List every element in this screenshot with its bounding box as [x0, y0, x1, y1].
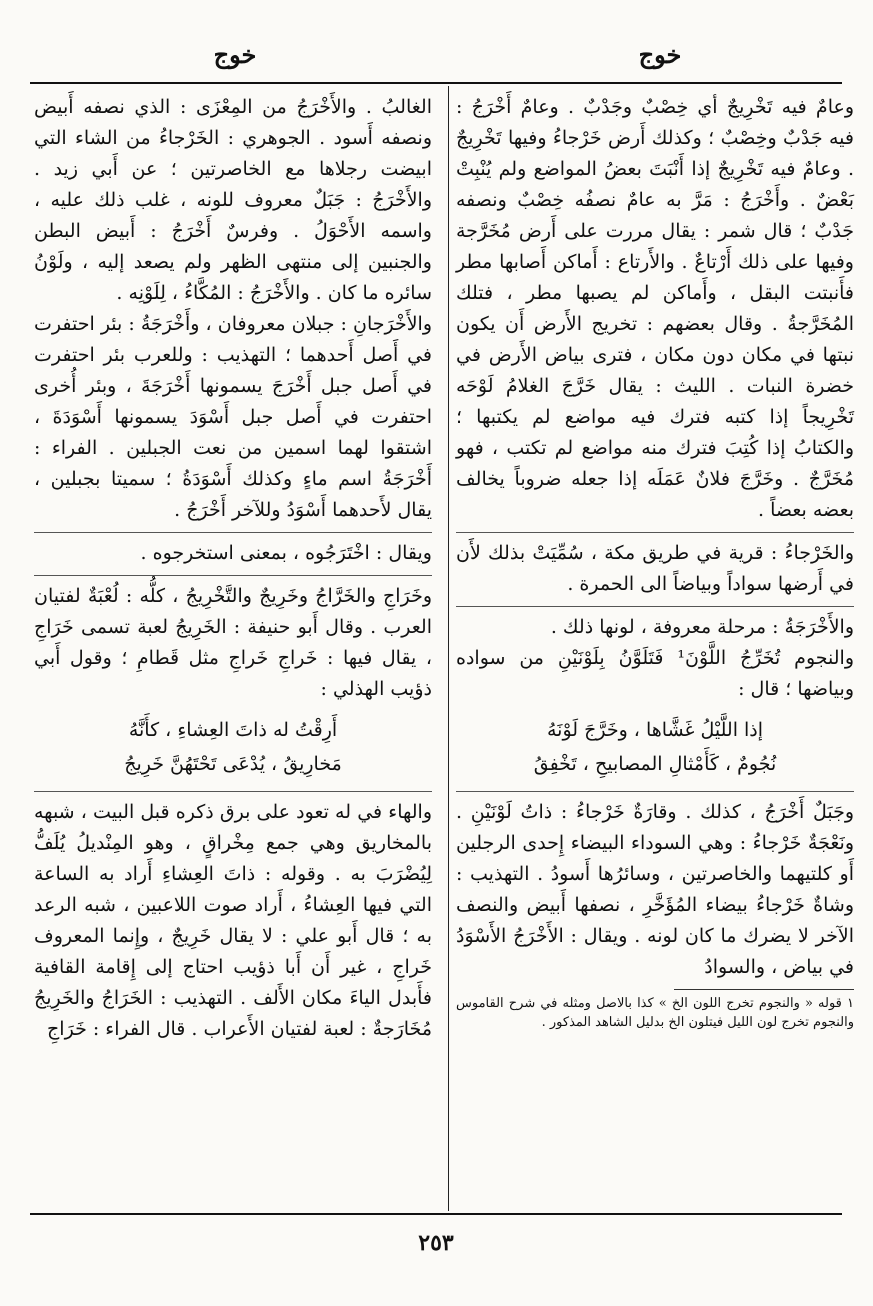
left-paragraph-2: والأَخْرَجانِ : جبلان معروفان ، وأَخْرَجَةُ : بئر احتفرت في أَصل أَحدهما ؛ التهذيب : وللعرب بئر احتفرت في أَصل جبل أَخْرَجَ يسمونها أَخْرَجَةَ ، وبئر أُخرى احتفرت في أَصل جبل أَسْوَدَ يسمونها أَسْوَدَةَ ، اشتقوا لهما اسمين من نعت الجبلين . الفراء : أَخْرَجَةُ اسم ماءٍ وكذلك أَسْوَدَةُ ؛ سميتا بجبلين ، يقال لأَحدهما أَسْوَدُ وللآخر أَخْرَجُ .	[34, 313, 432, 521]
entry-separator	[456, 791, 854, 792]
right-verse	[456, 713, 854, 781]
right-verse-line-1: إذا اللَّيْلُ غَشَّاها ، وخَرَّجَ لَوْنَهُ	[546, 719, 764, 741]
page-number: ٢٥٣	[418, 1230, 454, 1256]
right-paragraph-5: وجَبَلٌ أَخْرَجُ ، كذلك . وقارَةٌ خَرْجاءُ : ذاتُ لَوْنَيْنِ . ونَعْجَةٌ خَرْجاءُ : وهي السوداء البيضاء إِحدى الرجلين أَو كلتيهما والخاصرتين ، وسائرُها أَسودُ . التهذيب : وشاةٌ خَرْجاءُ بيضاء المُؤَخَّرِ ، نصفها أَبيض والنصف الآخر لا يضرك ما كان لونه . ويقال : الأَخْرَجُ الأَسْوَدُ في بياض ، والسوادُ	[456, 801, 854, 978]
right-column	[456, 92, 854, 1032]
right-verse-line-2: نُجُومٌ ، كَأَمْثالِ المصابيحِ ، تَخْفِقُ	[533, 753, 777, 775]
entry-separator	[34, 532, 432, 533]
left-verse-line-1: أَرِقْتُ له ذاتَ العِشاءِ ، كأَنَّهُ	[128, 719, 338, 741]
left-paragraph-5: والهاء في له تعود على برق ذكره قبل البيت ، شبهه بالمخاريق وهي جمع مِخْراقٍ ، وهو المِنْديلُ يُلَفُّ لِيُضْرَبَ به . وقوله : ذاتَ العِشاءِ أَراد به الساعة التي فيها العِشاءُ ، أَراد صوت اللاعبين ، شبه الرعد به ؛ قال أَبو علي : لا يقال خَرِيجٌ ، وإِنما المعروف خَراجِ ، غير أَن أَبا ذؤيب احتاج إلى إِقامة القافية فأَبدل الياءَ مكان الأَلف . التهذيب : الخَرَاجُ والخَرِيجُ مُخَارَجةٌ : لعبة لفتيان الأَعراب . قال الفراء : خَرَاجِ	[34, 801, 432, 1040]
left-paragraph-1: الغالبُ . والأَخْرَجُ من المِعْزَى : الذي نصفه أَبيض ونصفه أَسود . الجوهري : الخَرْجاءُ من الشاء التي ابيضت رجلاها مع الخاصرتين ؛ عن أَبي زيد . والأَخْرَجُ : جَبَلٌ معروف للونه ، غلب ذلك عليه ، واسمه الأَحْوَلُ . وفرسٌ أَخْرَجُ : أَبيض البطن والجنبين إلى منتهى الظهر ولم يصعد إليه ، ولَوْنُ سائره ما كان . والأَخْرَجُ : المُكَّاءُ ، لِلَوْنِه .	[34, 96, 432, 304]
top-rule	[30, 82, 842, 84]
footnote-rule	[674, 989, 854, 990]
bottom-rule	[30, 1213, 842, 1215]
footnote: ١ قوله « والنجوم تخرج اللون الخ » كذا بالاصل ومثله في شرح القاموس والنجوم تخرج لون الليل فيتلون الخ بدليل الشاهد المذكور .	[456, 996, 854, 1030]
left-verse	[34, 713, 432, 781]
header-left-word: خوج	[213, 40, 257, 69]
header-right-word: خوج	[638, 40, 682, 69]
entry-separator	[456, 532, 854, 533]
left-column	[34, 92, 432, 1045]
left-verse-line-2: مَخارِيقُ ، يُدْعَى تَحْتَهُنَّ خَرِيجُ	[124, 753, 342, 775]
right-paragraph-2: والخَرْجاءُ : قرية في طريق مكة ، سُمِّيَتْ بذلك لأَن في أَرضها سواداً وبياضاً الى الحمرة .	[456, 542, 854, 595]
right-paragraph-3: والأَخْرَجَةُ : مرحلة معروفة ، لونها ذلك .	[550, 616, 854, 638]
right-paragraph-4: والنجوم تُخَرِّجُ اللَّوْنَ¹ فَتَلَوَّنُ بِلَوْنَيْنِ من سواده وبياضها ؛ قال :	[456, 647, 854, 700]
left-paragraph-3: ويقال : اخْتَرَجُوه ، بمعنى استخرجوه .	[140, 542, 432, 564]
entry-separator	[34, 575, 432, 576]
entry-separator	[456, 606, 854, 607]
entry-separator	[34, 791, 432, 792]
column-divider	[448, 86, 449, 1211]
left-paragraph-4: وخَرَاجِ والخَرَّاجُ وخَرِيجٌ والتَّخْرِيجُ ، كلُّه : لُعْبَةٌ لفتيان العرب . وقال أَبو حنيفة : الخَرِيجُ لعبة تسمى خَرَاجِ ، يقال فيها : خَراجِ خَراجِ مثل قَطامِ ؛ وقول أَبي ذؤيب الهذلي :	[34, 585, 432, 700]
right-paragraph-1: وعامٌ فيه تَخْرِيجٌ أي خِصْبٌ وجَدْبٌ . وعامٌ أَخْرَجُ : فيه جَدْبٌ وخِصْبٌ ؛ وكذلك أَرض خَرْجاءُ وفيها تَخْرِيجٌ . وعامٌ فيه تَخْرِيجٌ إذا أَنْبَتَ بعضُ المواضع ولم يُنْبِتْ بَعْضٌ . وأَخْرَجُ : مَرَّ به عامٌ نصفُه خِصْبٌ ونصفه جَدْبٌ ؛ قال شمر : يقال مررت على أَرض مُخَرَّجة وفيها على ذلك أَرْتاعٌ . والأَرتاع : أَماكن أَصابها مطر فأَنبتت البقل ، وأَماكن لم يصبها مطر ، فتلك المُخَرَّجةُ . وقال بعضهم : تخريج الأَرض أَن يكون نبتها في مكان دون مكان ، فترى بياض الأَرض في خضرة النبات . الليث : يقال خَرَّجَ الغلامُ لَوْحَه تَخْرِيجاً إذا كتبه فترك فيه مواضع لم يكتبها ؛ والكتابُ إذا كُتِبَ فترك منه مواضع لم تكتب ، فهو مُخَرَّجٌ . وخَرَّجَ فلانٌ عَمَلَه إذا جعله ضروباً يخالف بعضه بعضاً .	[456, 96, 854, 521]
